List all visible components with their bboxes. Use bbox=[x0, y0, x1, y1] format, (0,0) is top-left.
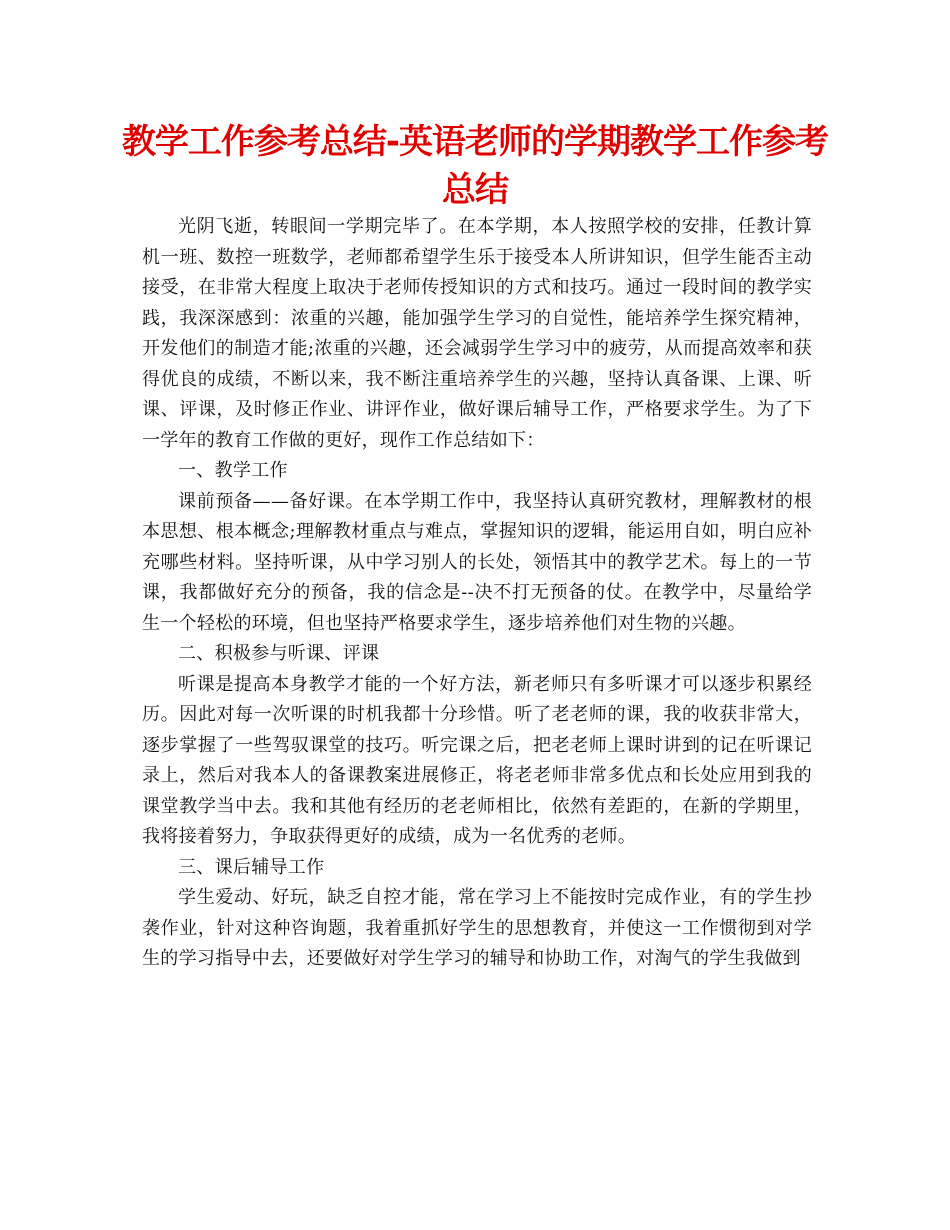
section-heading-observation: 二、积极参与听课、评课 bbox=[178, 643, 380, 664]
section-heading-tutoring: 三、课后辅导工作 bbox=[178, 856, 325, 878]
paragraph-observation: 听课是提高本身教学才能的一个好方法，新老师只有多听课才可以逐步积累经历。因此对每一次听课的时机我都十分珍惜。听了老老师的课，我的收获非常大，逐步掌握了一些驾驭课堂的技巧。听完课之后，把老老师上课时讲到的记在听课记录上，然后对我本人的备课教案进展修正，将老老师非常多优点和长处应用到我的课堂教学当中去。我和其他有经历的老老师相比，依然有差距的，在新的学期里，我将接着努力，争取获得更好的成绩，成为一名优秀的老师。 bbox=[142, 673, 812, 847]
paragraph-tutoring: 学生爱动、好玩，缺乏自控才能，常在学习上不能按时完成作业，有的学生抄袭作业，针对这种咨询题，我着重抓好学生的思想教育，并使这一工作惯彻到对学生的学习指导中去，还要做好对学生学习的辅导和协助工作，对淘气的学生我做到 bbox=[142, 887, 812, 969]
paragraph-intro: 光阴飞逝，转眼间一学期完毕了。在本学期，本人按照学校的安排，任教计算机一班、数控一班数学，老师都希望学生乐于接受本人所讲知识，但学生能否主动接受，在非常大程度上取决于老师传授知识的方式和技巧。通过一段时间的教学实践，我深深感到：浓重的兴趣，能加强学生学习的自觉性，能培养学生探究精神，开发他们的制造才能;浓重的兴趣，还会减弱学生学习中的疲劳，从而提高效率和获得优良的成绩，不断以来，我不断注重培养学生的兴趣，坚持认真备课、上课、听课、评课，及时修正作业、讲评作业，做好课后辅导工作，严格要求学生。为了下一学年的教育工作做的更好，现作工作总结如下： bbox=[142, 216, 812, 451]
section-heading-teaching: 一、教学工作 bbox=[178, 460, 288, 481]
paragraph-teaching: 课前预备——备好课。在本学期工作中，我坚持认真研究教材，理解教材的根本思想、根本概念;理解教材重点与难点，掌握知识的逻辑，能运用自如，明白应补充哪些材料。坚持听课，从中学习别人的长处，领悟其中的教学艺术。每上的一节课，我都做好充分的预备，我的信念是--决不打无预备的仗。在教学中，尽量给学生一个轻松的环境，但也坚持严格要求学生，逐步培养他们对生物的兴趣。 bbox=[142, 490, 812, 634]
document-body bbox=[142, 212, 812, 975]
document-title: 教学工作参考总结-英语老师的学期教学工作参考总结 bbox=[121, 122, 829, 210]
